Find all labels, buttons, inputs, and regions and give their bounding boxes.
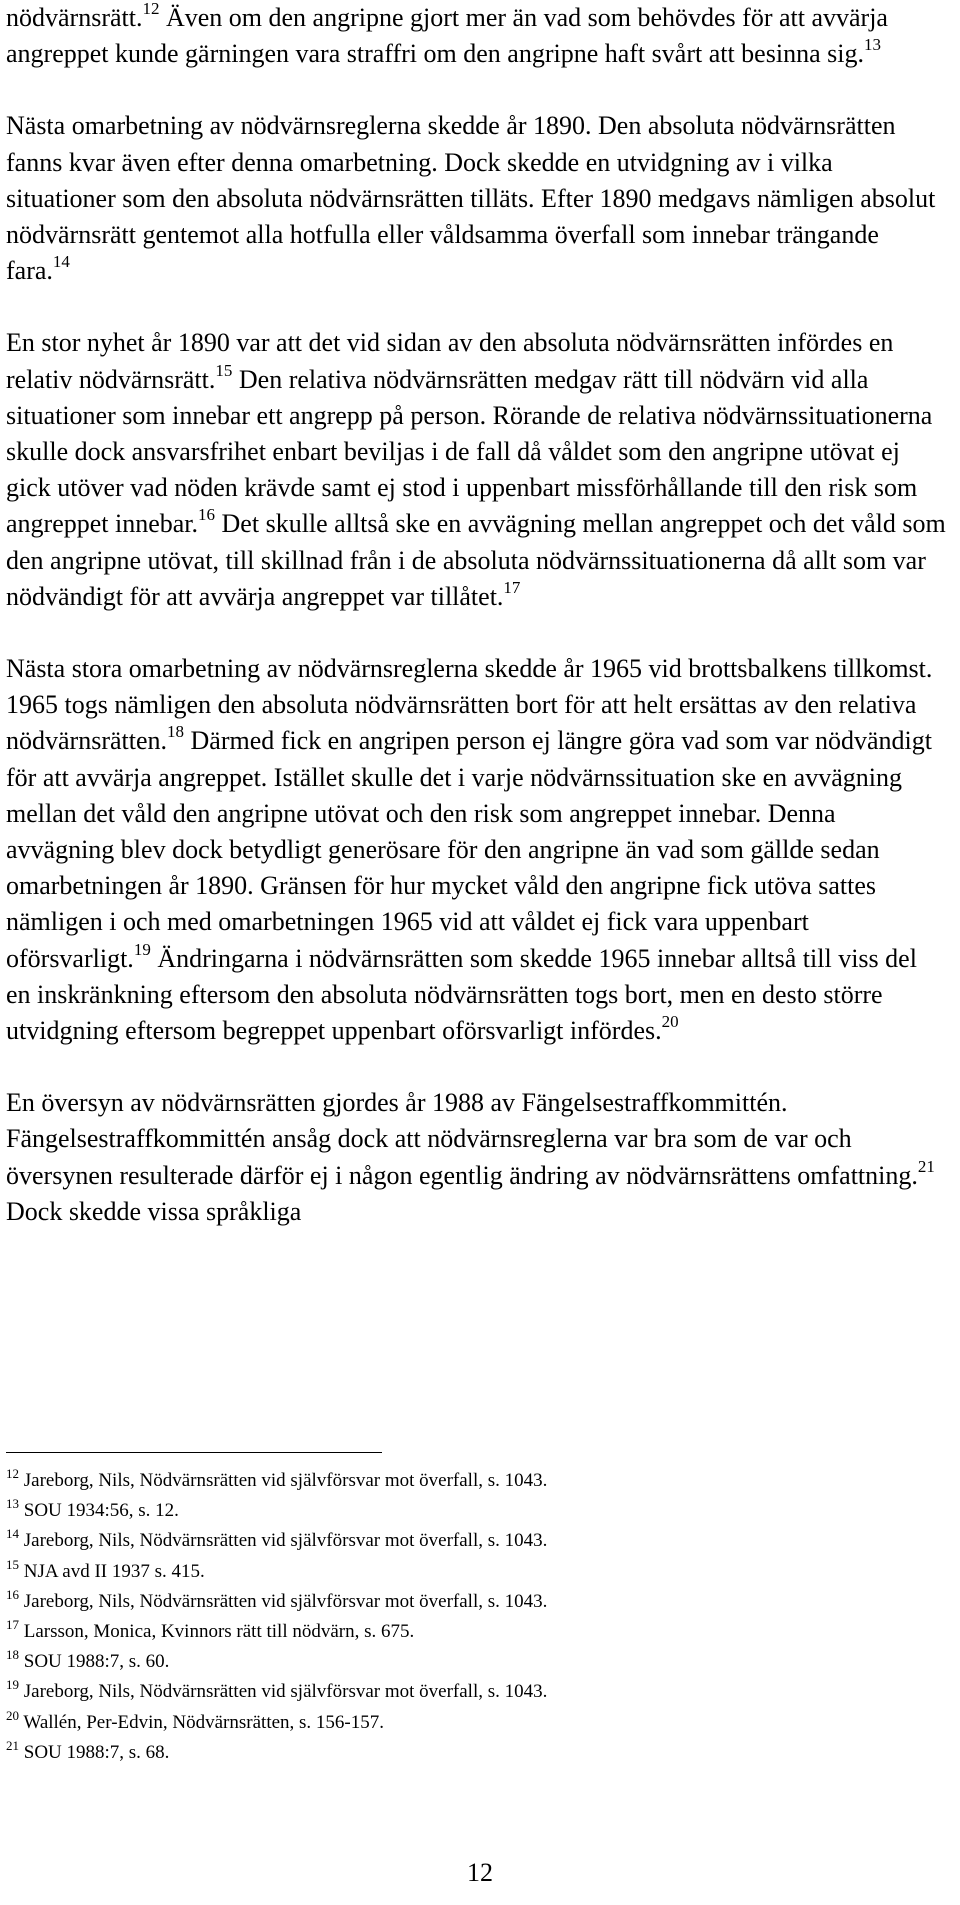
footnote-18 xyxy=(6,1647,946,1677)
paragraph-text: Den relativa nödvärnsrätten medgav rätt till nödvärn vid alla situationer som innebar ett angrepp på person. Rörande de relativa nödvärnssituationerna skulle dock ansvarsfrihet enbart beviljas i de fall då våldet som den angripne utövat ej gick utöver vad nöden krävde samt ej stod i uppenbart missförhållande till den risk som angreppet innebar. xyxy=(6,364,933,539)
footnote-reference: 13 xyxy=(863,35,881,55)
paragraph-text: En översyn av nödvärnsrätten gjordes år 1988 av Fängelsestraffkommittén. Fängelsestraffkommittén ansåg dock att nödvärnsreglerna var bra som de var och översynen resulterade därför ej i någon egentlig ändring av nödvärnsrättens omfattning. xyxy=(6,1088,918,1190)
footnote-text: NJA avd II 1937 s. 415. xyxy=(19,1560,205,1582)
footnote-text: Jareborg, Nils, Nödvärnsrätten vid självförsvar mot överfall, s. 1043. xyxy=(19,1681,548,1703)
footnote-text: SOU 1988:7, s. 60. xyxy=(19,1651,170,1673)
footnote-reference: 21 xyxy=(917,1156,935,1176)
footnote-separator xyxy=(6,1452,382,1453)
footnote-16 xyxy=(6,1587,946,1617)
footnote-text: Larsson, Monica, Kvinnors rätt till nödvärn, s. 675. xyxy=(19,1621,415,1643)
footnote-number: 19 xyxy=(6,1677,19,1693)
footnote-number: 16 xyxy=(6,1586,19,1602)
footnote-reference: 16 xyxy=(198,505,216,525)
footnote-text: Jareborg, Nils, Nödvärnsrätten vid självförsvar mot överfall, s. 1043. xyxy=(19,1470,548,1491)
body-text xyxy=(6,0,946,1266)
footnote-17 xyxy=(6,1617,946,1647)
footnote-text: Jareborg, Nils, Nödvärnsrätten vid självförsvar mot överfall, s. 1043. xyxy=(19,1590,548,1612)
footnote-number: 14 xyxy=(6,1526,19,1542)
paragraph-text: Nästa stora omarbetning av nödvärnsreglerna skedde år 1965 vid brottsbalkens tillkomst. 1965 togs nämligen den absoluta nödvärnsrätten bort för att helt ersättas av den relativa nödvärnsrätten. xyxy=(6,654,933,756)
footnote-20 xyxy=(6,1708,946,1738)
footnote-19 xyxy=(6,1677,946,1707)
paragraph-2 xyxy=(6,108,946,289)
footnote-text: Wallén, Per-Edvin, Nödvärnsrätten, s. 156-157. xyxy=(19,1711,384,1733)
footnote-reference: 19 xyxy=(133,939,151,959)
footnote-15 xyxy=(6,1557,946,1587)
footnotes xyxy=(6,1466,946,1768)
paragraph-text: Även om den angripne gjort mer än vad som behövdes för att avvärja angreppet kunde gärningen vara straffri om den angripne haft svårt att besinna sig. xyxy=(6,3,888,69)
paragraph-1 xyxy=(6,0,946,72)
paragraph-text: Dock skedde vissa språkliga xyxy=(6,1196,302,1226)
footnote-13 xyxy=(6,1496,946,1526)
footnote-reference: 17 xyxy=(503,577,521,597)
footnote-text: SOU 1988:7, s. 68. xyxy=(19,1741,170,1763)
paragraph-text: En stor nyhet år 1890 var att det vid sidan av den absoluta nödvärnsrätten infördes en relativ nödvärnsrätt. xyxy=(6,328,894,394)
paragraph-5 xyxy=(6,1085,946,1230)
footnote-text: SOU 1934:56, s. 12. xyxy=(19,1500,179,1522)
footnote-number: 12 xyxy=(6,1466,19,1481)
paragraph-text: nödvärnsrätt. xyxy=(6,3,143,32)
paragraph-3 xyxy=(6,325,946,615)
footnote-reference: 20 xyxy=(661,1012,679,1032)
footnote-reference: 14 xyxy=(52,252,70,272)
footnote-reference: 12 xyxy=(142,0,160,18)
paragraph-text: Därmed fick en angripen person ej längre göra vad som var nödvändigt för att avvärja angreppet. Istället skulle det i varje nödvärnssituation ske en avvägning mellan det våld den angripne utövat och den risk som angreppet innebar. Denna avvägning blev dock betydligt generösare för den angripne än vad som gällde sedan omarbetningen år 1890. Gränsen för hur mycket våld den angripne fick utöva sattes nämligen i och med omarbetningen 1965 vid att våldet ej fick vara uppenbart oförsvarligt. xyxy=(6,726,932,973)
paragraph-text: Det skulle alltså ske en avvägning mellan angreppet och det våld som den angripne utövat, till skillnad från i de absoluta nödvärnssituationerna då allt som var nödvändigt för att avvärja angreppet var tillåtet. xyxy=(6,509,946,611)
paragraph-text: Ändringarna i nödvärnsrätten som skedde 1965 innebar alltså till viss del en inskränkning eftersom den absoluta nödvärnsrätten togs bort, men en desto större utvidgning eftersom begreppet uppenbart oförsvarligt infördes. xyxy=(6,943,917,1046)
footnote-text: Jareborg, Nils, Nödvärnsrätten vid självförsvar mot överfall, s. 1043. xyxy=(19,1530,548,1552)
footnote-number: 13 xyxy=(6,1496,19,1512)
paragraph-text: Nästa omarbetning av nödvärnsreglerna skedde år 1890. Den absoluta nödvärnsrätten fanns kvar även efter denna omarbetning. Dock skedde en utvidgning av i vilka situationer som den absoluta nödvärnsrätten tilläts. Efter 1890 medgavs nämligen absolut nödvärnsrätt gentemot alla hotfulla eller våldsamma överfall som innebar trängande fara. xyxy=(6,111,936,286)
footnote-reference: 15 xyxy=(215,360,233,380)
footnote-reference: 18 xyxy=(167,722,185,742)
footnote-number: 21 xyxy=(6,1737,19,1753)
footnote-number: 15 xyxy=(6,1556,19,1572)
footnote-number: 20 xyxy=(6,1707,19,1723)
footnote-12 xyxy=(6,1466,946,1496)
footnote-14 xyxy=(6,1526,946,1556)
footnote-number: 17 xyxy=(6,1617,19,1633)
footnote-21 xyxy=(6,1738,946,1768)
page-number: 12 xyxy=(467,1858,493,1887)
paragraph-4 xyxy=(6,651,946,1049)
footnote-number: 18 xyxy=(6,1647,19,1663)
